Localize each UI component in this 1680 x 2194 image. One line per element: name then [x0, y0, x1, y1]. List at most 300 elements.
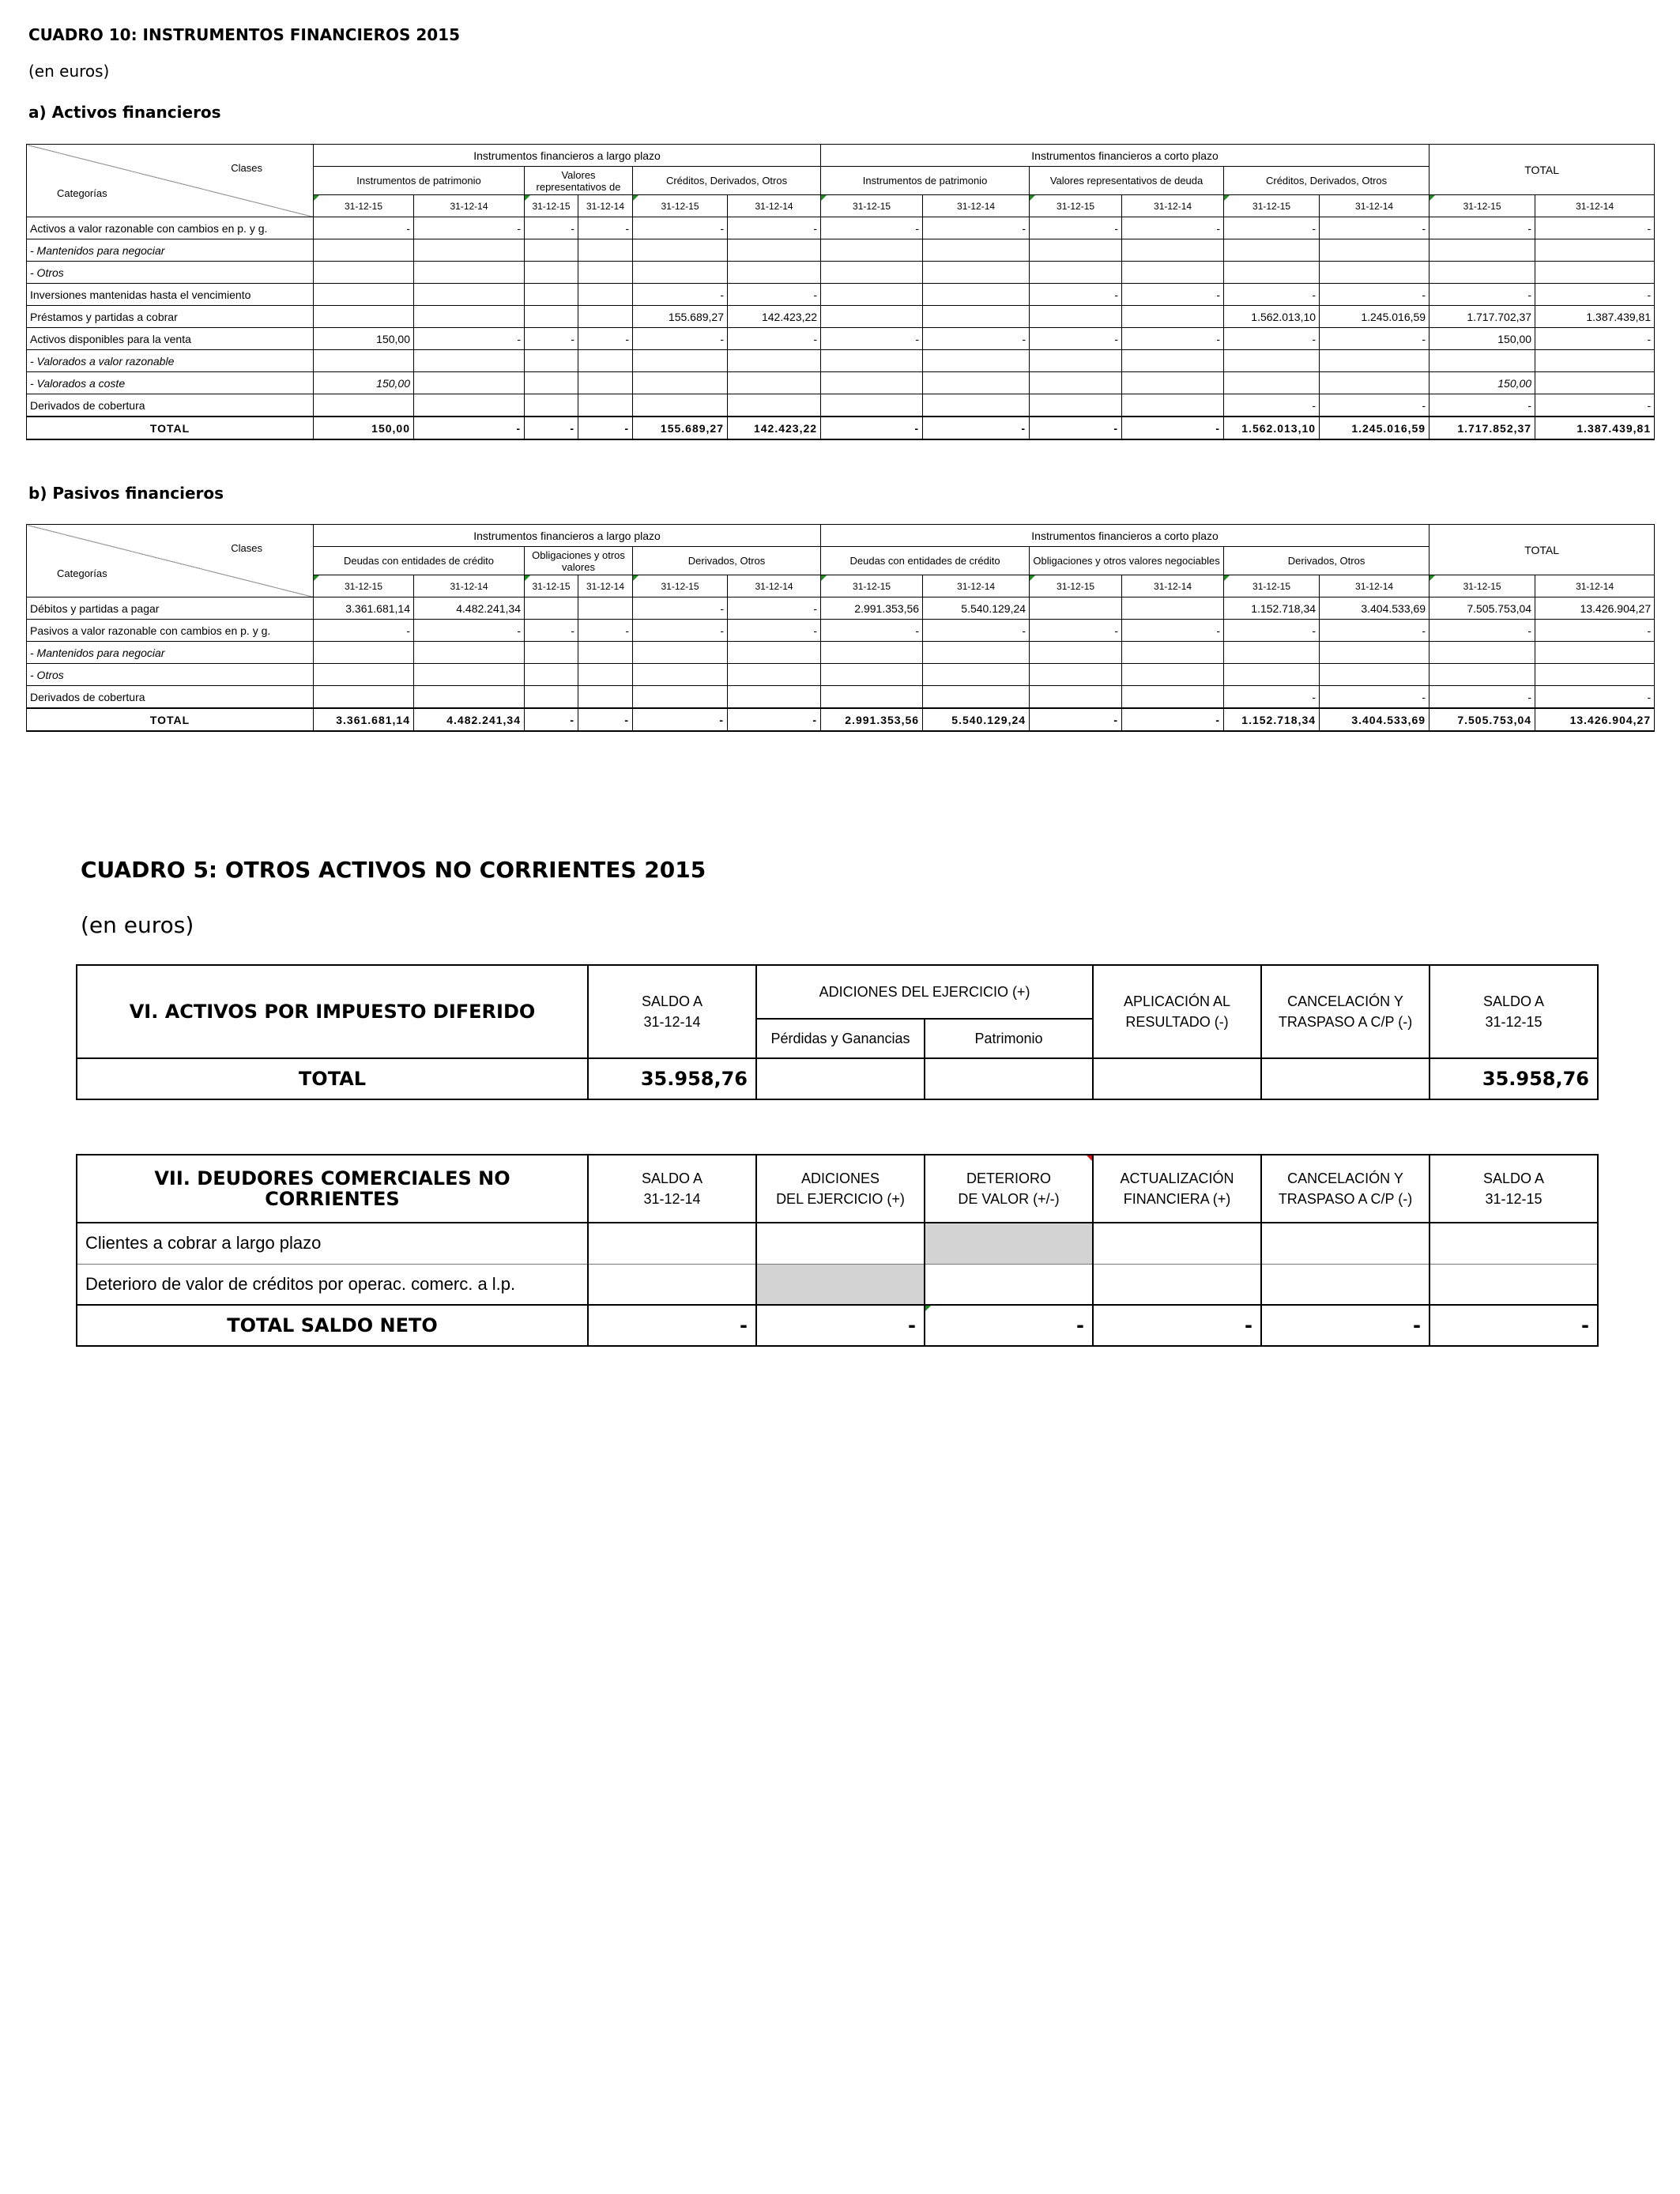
saldo-final-header: SALDO A 31-12-15 — [1430, 1155, 1598, 1223]
cell-value: 150,00 — [314, 328, 414, 350]
cell-value — [1320, 372, 1430, 394]
cell-value — [821, 372, 923, 394]
cell-value: - — [578, 328, 633, 350]
cell-value: 1.152.718,34 — [1224, 708, 1320, 731]
cell-value: - — [1535, 394, 1655, 417]
cancelacion-header: CANCELACIÓN Y TRASPASO A C/P (-) — [1261, 1155, 1430, 1223]
cell-value: - — [1320, 686, 1430, 709]
table-row — [27, 239, 1655, 262]
cell-value — [923, 372, 1030, 394]
cell-value — [821, 686, 923, 709]
cell-value: 1.562.013,10 — [1224, 417, 1320, 439]
empty-cell — [1261, 1264, 1430, 1305]
cell-value: - — [1535, 686, 1655, 709]
cell-value: 13.426.904,27 — [1535, 708, 1655, 731]
cell-value — [1320, 262, 1430, 284]
cell-value — [1030, 686, 1122, 709]
cell-value: 7.505.753,04 — [1430, 708, 1535, 731]
total-label: TOTAL — [77, 1058, 588, 1099]
cell-value — [923, 686, 1030, 709]
total-header: TOTAL — [1430, 525, 1655, 575]
cell-value: 150,00 — [314, 417, 414, 439]
date-header: 31-12-14 — [923, 195, 1030, 217]
cell-value — [1122, 306, 1224, 328]
date-header: 31-12-15 — [821, 575, 923, 598]
row-label: - Valorados a coste — [27, 372, 314, 394]
vi-heading: VI. ACTIVOS POR IMPUESTO DIFERIDO — [77, 965, 588, 1058]
cell-value — [821, 306, 923, 328]
table-row — [27, 217, 1655, 239]
clases-categorias-header — [27, 145, 314, 217]
cell-value — [414, 350, 525, 372]
row-label: Débitos y partidas a pagar — [27, 598, 314, 620]
cell-value — [923, 284, 1030, 306]
date-header: 31-12-14 — [1320, 575, 1430, 598]
group-header: Obligaciones y otros valores — [525, 547, 633, 575]
total-value: - — [588, 1305, 756, 1346]
cell-value: 1.387.439,81 — [1535, 306, 1655, 328]
cell-value — [414, 284, 525, 306]
cell-value — [525, 686, 578, 709]
cell-value — [314, 284, 414, 306]
cell-value — [578, 642, 633, 664]
row-label: - Mantenidos para negociar — [27, 642, 314, 664]
row-label: Préstamos y partidas a cobrar — [27, 306, 314, 328]
cell-value — [578, 239, 633, 262]
cell-value: - — [1122, 620, 1224, 642]
cell-value: - — [1320, 217, 1430, 239]
corto-plazo-header: Instrumentos financieros a corto plazo — [821, 525, 1430, 547]
row-label: Inversiones mantenidas hasta el vencimiento — [27, 284, 314, 306]
empty-cell — [925, 1058, 1093, 1099]
cell-value — [728, 372, 821, 394]
cell-value — [525, 239, 578, 262]
cell-value — [414, 239, 525, 262]
cell-value: - — [1430, 217, 1535, 239]
cell-value — [525, 642, 578, 664]
empty-cell — [756, 1223, 925, 1264]
cell-value: - — [633, 708, 728, 731]
cell-value — [1224, 350, 1320, 372]
table-row — [27, 372, 1655, 394]
group-header: Créditos, Derivados, Otros — [633, 167, 821, 195]
cuadro5-units: (en euros) — [81, 912, 194, 938]
cell-value — [314, 664, 414, 686]
cell-value: - — [1122, 708, 1224, 731]
cancelacion-header: CANCELACIÓN Y TRASPASO A C/P (-) — [1261, 965, 1430, 1058]
shaded-cell — [756, 1264, 925, 1305]
cell-value: - — [633, 598, 728, 620]
deterioro-header: DETERIORO DE VALOR (+/-) — [925, 1155, 1093, 1223]
cell-value: - — [525, 417, 578, 439]
cell-value: - — [1535, 217, 1655, 239]
cell-value — [1030, 642, 1122, 664]
vii-heading: VII. DEUDORES COMERCIALES NO CORRIENTES — [77, 1155, 588, 1223]
cell-value — [578, 262, 633, 284]
cell-value: - — [1122, 284, 1224, 306]
row-label: Activos a valor razonable con cambios en p. y g. — [27, 217, 314, 239]
cell-value: - — [1122, 217, 1224, 239]
cell-value — [633, 664, 728, 686]
cell-value — [314, 350, 414, 372]
empty-cell — [588, 1264, 756, 1305]
cell-value — [578, 284, 633, 306]
cell-value: 1.717.852,37 — [1430, 417, 1535, 439]
row-label: TOTAL — [27, 708, 314, 731]
cell-value — [1535, 239, 1655, 262]
cell-value — [728, 642, 821, 664]
cell-value — [923, 664, 1030, 686]
cell-value — [578, 350, 633, 372]
row-label: Derivados de cobertura — [27, 394, 314, 417]
cell-value: - — [923, 417, 1030, 439]
cell-value: - — [578, 417, 633, 439]
empty-cell — [1093, 1264, 1261, 1305]
date-header: 31-12-14 — [414, 575, 525, 598]
table-row — [27, 284, 1655, 306]
cell-value: - — [1320, 394, 1430, 417]
cell-value — [1030, 394, 1122, 417]
date-header: 31-12-14 — [1535, 575, 1655, 598]
cell-value: - — [633, 284, 728, 306]
date-header: 31-12-15 — [821, 195, 923, 217]
cell-value: 150,00 — [1430, 372, 1535, 394]
table-row — [27, 664, 1655, 686]
section-a-title: a) Activos financieros — [28, 103, 221, 122]
cell-value — [821, 350, 923, 372]
date-header: 31-12-15 — [314, 195, 414, 217]
cell-value: 2.991.353,56 — [821, 708, 923, 731]
cell-value — [1122, 664, 1224, 686]
deudores-comerciales-table — [76, 1154, 1599, 1347]
table-row — [27, 686, 1655, 709]
date-header: 31-12-14 — [1122, 575, 1224, 598]
aplicacion-header: APLICACIÓN AL RESULTADO (-) — [1093, 965, 1261, 1058]
largo-plazo-header: Instrumentos financieros a largo plazo — [314, 145, 821, 167]
cell-value — [923, 239, 1030, 262]
cell-value: 3.361.681,14 — [314, 598, 414, 620]
cell-value: - — [578, 217, 633, 239]
cell-value — [728, 686, 821, 709]
cell-value — [414, 394, 525, 417]
date-header: 31-12-14 — [578, 195, 633, 217]
empty-cell — [588, 1223, 756, 1264]
cell-value: 1.717.702,37 — [1430, 306, 1535, 328]
empty-cell — [1093, 1058, 1261, 1099]
cell-value — [1122, 642, 1224, 664]
cell-value: - — [314, 620, 414, 642]
cell-value: - — [414, 217, 525, 239]
cell-value: - — [314, 217, 414, 239]
cell-value — [525, 350, 578, 372]
cell-value — [525, 598, 578, 620]
perdidas-ganancias-header: Pérdidas y Ganancias — [756, 1019, 925, 1058]
cell-value — [728, 262, 821, 284]
date-header: 31-12-14 — [414, 195, 525, 217]
cell-value: 5.540.129,24 — [923, 598, 1030, 620]
cell-value — [821, 642, 923, 664]
cell-value — [821, 664, 923, 686]
cell-value — [1122, 686, 1224, 709]
cell-value — [1535, 664, 1655, 686]
cell-value: 7.505.753,04 — [1430, 598, 1535, 620]
cell-value: 1.245.016,59 — [1320, 306, 1430, 328]
shaded-cell — [925, 1223, 1093, 1264]
cell-value: - — [414, 328, 525, 350]
total-value: - — [1261, 1305, 1430, 1346]
cell-value — [1122, 372, 1224, 394]
cell-value — [525, 372, 578, 394]
total-value: - — [1093, 1305, 1261, 1346]
group-header: Deudas con entidades de crédito — [821, 547, 1030, 575]
table-row — [27, 620, 1655, 642]
cell-value: 1.152.718,34 — [1224, 598, 1320, 620]
cell-value: 1.387.439,81 — [1535, 417, 1655, 439]
cell-value: 1.562.013,10 — [1224, 306, 1320, 328]
cell-value — [1224, 372, 1320, 394]
cell-value — [728, 394, 821, 417]
total-saldo-neto-label: TOTAL SALDO NETO — [77, 1305, 588, 1346]
row-label: Pasivos a valor razonable con cambios en p. y g. — [27, 620, 314, 642]
cell-value: 5.540.129,24 — [923, 708, 1030, 731]
cuadro10-units: (en euros) — [28, 62, 110, 81]
categorias-label: Categorías — [57, 567, 107, 579]
cell-value: 13.426.904,27 — [1535, 598, 1655, 620]
date-header: 31-12-15 — [525, 575, 578, 598]
pasivos-financieros-table — [26, 524, 1655, 732]
cell-value — [821, 239, 923, 262]
group-header: Instrumentos de patrimonio — [314, 167, 525, 195]
cell-value: - — [1030, 328, 1122, 350]
cell-value — [414, 262, 525, 284]
corto-plazo-header: Instrumentos financieros a corto plazo — [821, 145, 1430, 167]
cell-value: 3.404.533,69 — [1320, 598, 1430, 620]
patrimonio-header: Patrimonio — [925, 1019, 1093, 1058]
cell-value: - — [728, 620, 821, 642]
row-label: - Mantenidos para negociar — [27, 239, 314, 262]
cell-value — [525, 262, 578, 284]
cell-value — [314, 642, 414, 664]
cell-value: - — [633, 217, 728, 239]
cell-value — [525, 664, 578, 686]
cell-value: - — [1030, 284, 1122, 306]
cell-value: - — [728, 708, 821, 731]
cell-value — [633, 350, 728, 372]
date-header: 31-12-14 — [1122, 195, 1224, 217]
table-row — [27, 328, 1655, 350]
cell-value — [314, 239, 414, 262]
cell-value — [1320, 350, 1430, 372]
group-header: Valores representativos de — [525, 167, 633, 195]
cell-value: - — [1430, 284, 1535, 306]
adiciones-header: ADICIONES DEL EJERCICIO (+) — [756, 1155, 925, 1223]
cell-value: 1.245.016,59 — [1320, 417, 1430, 439]
date-header: 31-12-15 — [1224, 195, 1320, 217]
cell-value — [525, 306, 578, 328]
cell-value — [578, 306, 633, 328]
cell-value: 4.482.241,34 — [414, 708, 525, 731]
cell-value — [1122, 598, 1224, 620]
cell-value: - — [1430, 620, 1535, 642]
cell-value — [1122, 350, 1224, 372]
cell-value — [1430, 350, 1535, 372]
cell-value: - — [1030, 217, 1122, 239]
activos-impuesto-diferido-table — [76, 964, 1599, 1100]
clases-label: Clases — [231, 542, 262, 554]
table-row — [27, 394, 1655, 417]
group-header: Derivados, Otros — [1224, 547, 1430, 575]
total-value: - — [925, 1305, 1093, 1346]
cell-value: - — [633, 620, 728, 642]
cell-value: - — [1122, 328, 1224, 350]
cell-value: - — [1430, 686, 1535, 709]
cell-value — [1320, 239, 1430, 262]
cell-value: - — [1224, 284, 1320, 306]
cell-value — [633, 262, 728, 284]
cell-value — [1430, 664, 1535, 686]
cell-value: - — [821, 217, 923, 239]
cell-value: 142.423,22 — [728, 417, 821, 439]
table-row — [27, 350, 1655, 372]
cell-value — [821, 262, 923, 284]
cell-value — [728, 350, 821, 372]
cell-value — [923, 350, 1030, 372]
adiciones-header: ADICIONES DEL EJERCICIO (+) — [756, 965, 1093, 1019]
table-row — [27, 598, 1655, 620]
cell-value — [1224, 642, 1320, 664]
cell-value — [414, 372, 525, 394]
cell-value — [923, 306, 1030, 328]
cell-value — [1030, 598, 1122, 620]
cell-value: - — [821, 417, 923, 439]
cell-value — [1030, 239, 1122, 262]
date-header: 31-12-14 — [923, 575, 1030, 598]
cell-value — [1122, 262, 1224, 284]
cell-value: - — [1224, 328, 1320, 350]
row-label: Activos disponibles para la venta — [27, 328, 314, 350]
cell-value — [633, 394, 728, 417]
cell-value — [923, 642, 1030, 664]
cell-value — [314, 394, 414, 417]
cell-value — [414, 686, 525, 709]
cell-value: 155.689,27 — [633, 417, 728, 439]
cell-value — [314, 306, 414, 328]
cell-value — [1224, 262, 1320, 284]
cell-value — [633, 239, 728, 262]
cell-value — [578, 664, 633, 686]
cell-value — [1430, 239, 1535, 262]
cell-value — [821, 394, 923, 417]
date-header: 31-12-15 — [1030, 195, 1122, 217]
cell-value: - — [1224, 217, 1320, 239]
activos-financieros-table — [26, 144, 1655, 440]
cell-value: - — [821, 620, 923, 642]
cell-value — [525, 284, 578, 306]
cell-value — [1535, 642, 1655, 664]
total-saldo-final: 35.958,76 — [1430, 1058, 1598, 1099]
empty-cell — [1430, 1223, 1598, 1264]
cell-value: - — [1030, 417, 1122, 439]
date-header: 31-12-15 — [1430, 195, 1535, 217]
cell-value — [1430, 642, 1535, 664]
empty-cell — [1430, 1264, 1598, 1305]
cell-value — [1535, 262, 1655, 284]
group-header: Instrumentos de patrimonio — [821, 167, 1030, 195]
cell-value: - — [1535, 284, 1655, 306]
cell-value — [578, 394, 633, 417]
cell-value — [1535, 372, 1655, 394]
cell-value: - — [525, 620, 578, 642]
date-header: 31-12-14 — [1535, 195, 1655, 217]
cell-value: - — [728, 598, 821, 620]
cell-value: - — [1224, 620, 1320, 642]
cell-value — [314, 686, 414, 709]
date-header: 31-12-14 — [1320, 195, 1430, 217]
cell-value — [1030, 306, 1122, 328]
cell-value — [1030, 664, 1122, 686]
cell-value: 4.482.241,34 — [414, 598, 525, 620]
section-b-title: b) Pasivos financieros — [28, 484, 224, 503]
cell-value: - — [821, 328, 923, 350]
row-label: - Otros — [27, 664, 314, 686]
cell-value — [633, 372, 728, 394]
row-label: - Valorados a valor razonable — [27, 350, 314, 372]
cell-value: - — [1535, 328, 1655, 350]
clases-label: Clases — [231, 162, 262, 174]
saldo-inicial-header: SALDO A 31-12-14 — [588, 965, 756, 1058]
cell-value: - — [1122, 417, 1224, 439]
cell-value: 150,00 — [314, 372, 414, 394]
cell-value — [821, 284, 923, 306]
cell-value: - — [1430, 394, 1535, 417]
date-header: 31-12-14 — [578, 575, 633, 598]
cell-value — [728, 239, 821, 262]
cell-value: - — [525, 328, 578, 350]
clases-categorias-header — [27, 525, 314, 598]
group-header: Deudas con entidades de crédito — [314, 547, 525, 575]
date-header: 31-12-15 — [633, 575, 728, 598]
empty-cell — [1093, 1223, 1261, 1264]
group-header: Valores representativos de deuda — [1030, 167, 1224, 195]
cell-value — [1535, 350, 1655, 372]
cell-value: - — [525, 217, 578, 239]
date-header: 31-12-14 — [728, 195, 821, 217]
cell-value — [1122, 394, 1224, 417]
cell-value: - — [578, 708, 633, 731]
total-saldo-inicial: 35.958,76 — [588, 1058, 756, 1099]
cell-value: - — [525, 708, 578, 731]
cell-value — [414, 664, 525, 686]
table-row — [27, 262, 1655, 284]
date-header: 31-12-14 — [728, 575, 821, 598]
categorias-label: Categorías — [57, 187, 107, 199]
empty-cell — [756, 1058, 925, 1099]
cell-value: - — [1320, 284, 1430, 306]
cell-value: - — [414, 417, 525, 439]
cell-value: 3.361.681,14 — [314, 708, 414, 731]
cell-value — [923, 394, 1030, 417]
cell-value: - — [578, 620, 633, 642]
saldo-inicial-header: SALDO A 31-12-14 — [588, 1155, 756, 1223]
cell-value: 142.423,22 — [728, 306, 821, 328]
cell-value — [525, 394, 578, 417]
cell-value: - — [1030, 708, 1122, 731]
cell-value — [1320, 642, 1430, 664]
total-row — [27, 708, 1655, 731]
cell-value: - — [1030, 620, 1122, 642]
cell-value — [633, 686, 728, 709]
cell-value — [1320, 664, 1430, 686]
